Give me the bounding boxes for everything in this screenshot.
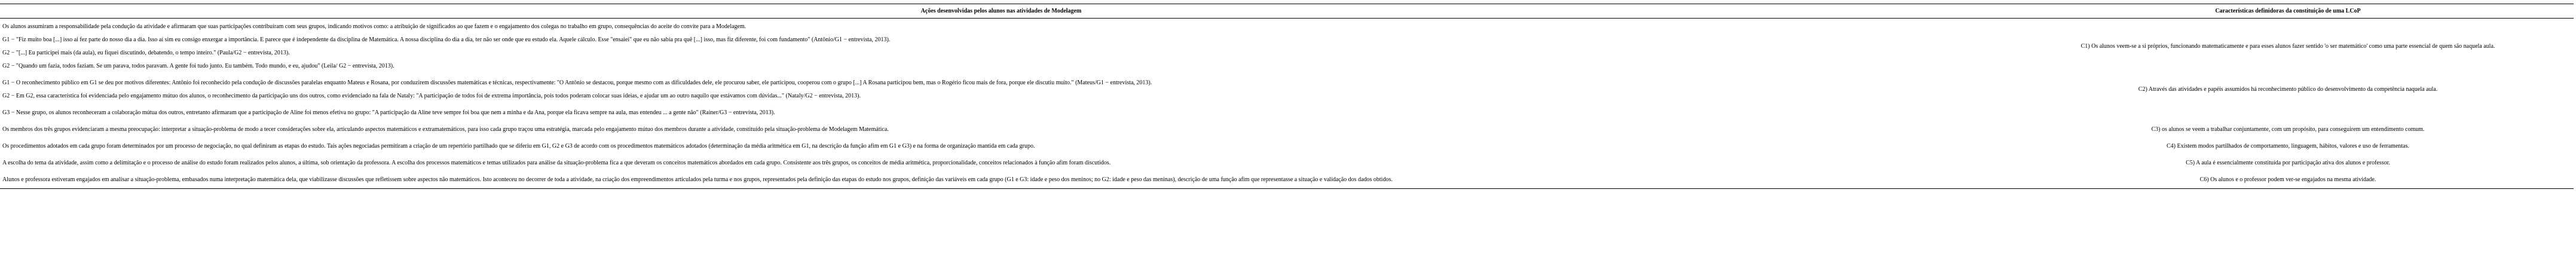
actions-cell	[0, 19, 2002, 75]
actions-line: A escolha do tema da atividade, assim como a delimitação e o processo de análise do estudo foram realizados pelos alunos, a última, sob orientação da professora. A escolha dos processos matemáticos e temas utilizados para análise da situação-problema fica a que deveram os conceitos matemáticos abordados em cada grupo. Consistente aos três grupos, os conceitos de média aritmética, proporcionalidade, conceitos relacionados à função afim foram discutidos.	[2, 160, 1111, 166]
characteristic-cell	[2002, 105, 2574, 121]
table-row	[0, 75, 2574, 105]
actions-line: Alunos e professora estiveram engajados em analisar a situação-problema, embasados numa interpretação matemática dela, que viabilizasse discussões que refletissem sobre aspectos não matemáticos. Isto aconteceu no decorrer de toda a atividade, na criação dos empreendimentos articulados pela turma e nos grupos, representados pela definição das etapas do estudo nos grupos, definição das variáveis em cada grupo (G1 e G3: idade e peso dos meninos; no G2: idade e peso das meninas), descrição de uma função afim que representasse a situação e validação dos dados obtidos.	[2, 176, 1393, 183]
characteristic-cell: C4) Existem modos partilhados de comportamento, linguagem, hábitos, valores e uso de ferramentas.	[2166, 143, 2409, 149]
header-lcop-characteristics: Características definidoras da constituição de uma LCoP	[2215, 8, 2361, 14]
header-row	[0, 4, 2574, 19]
actions-line: G2 − "[...] Eu participei mais (da aula), eu fiquei discutindo, debatendo, o tempo inteiro." (Paula/G2 − entrevista, 2013).	[2, 50, 290, 56]
characteristic-cell: C1) Os alunos veem-se a si próprios, funcionando matematicamente e para esses alunos fazer sentido 'o ser matemático' como uma parte essencial de quem são naquela aula.	[2081, 43, 2495, 50]
actions-line: G2 − "Quando um fazia, todos faziam. Se um parava, todos paravam. A gente foi tudo junto. Eu também. Todo mundo, e eu, ajudou" (Leila/ G2 − entrevista, 2013).	[2, 63, 394, 69]
results-table	[0, 4, 2574, 189]
table-body	[0, 19, 2574, 189]
actions-cell	[0, 75, 2002, 105]
actions-cell	[0, 155, 2002, 172]
table-row	[0, 19, 2574, 75]
actions-line: G1 − "Fiz muito boa [...] isso ai fez parte do nosso dia a dia. Isso aí sim eu consigo enxergar a importância. E parece que é independente da disciplina de Matemática. A nossa disciplina do dia a dia, ter não ser onde que eu estudo ela. Aquele cálculo. Esse "ensaiei" que eu não sabia pra quê [...] isso, mas fiz diferente, foi com fundamento" (Antônio/G1 − entrevista, 2013).	[2, 36, 891, 43]
actions-line: Os procedimentos adotados em cada grupo foram determinados por um processo de negociação, no qual definiram as etapas do estudo. Tais ações negociadas permitiram a criação de um repertório partilhado que se diferiu em G1, G2 e G3 de acordo com os procedimentos matemáticos adotados (determinação da média aritmética em G1, na descrição da função afim em G1 e G3) e na forma de organização mantida em cada grupo.	[2, 143, 1035, 149]
table-row	[0, 155, 2574, 172]
characteristic-cell: C5) A aula é essencialmente constituída por participação ativa dos alunos e professor.	[2186, 160, 2390, 166]
characteristic-cell: C2) Através das atividades e papéis assumidos há reconhecimento público do desenvolvimento da competência naquela aula.	[2138, 86, 2438, 93]
actions-cell	[0, 105, 2002, 121]
table-header	[0, 4, 2574, 19]
table-row	[0, 105, 2574, 121]
actions-line: Os membros dos três grupos evidenciaram a mesma preocupação: interpretar a situação-problema de modo a tecer considerações sobre ela, articulando aspectos matemáticos e extramatemáticos, para isso cada grupo traçou uma estratégia, marcada pelo engajamento mútuo dos membros durante a atividade, constituído pela situação-problema de Modelagem Matemática.	[2, 126, 889, 133]
actions-line: G2 − Em G2, essa característica foi evidenciada pelo engajamento mútuo dos alunos, o reconhecimento da participação uns dos outros, como evidenciado na fala de Nataly: "A participação de todos foi de extrema importância, pois todos poderam colocar suas ideias, e ajudar um ao outro naquilo que estávamos com dúvidas..." (Nataly/G2 − entrevista, 2013).	[2, 93, 861, 99]
results-table-container	[0, 4, 2574, 189]
actions-line: G1 − O reconhecimento público em G1 se deu por motivos diferentes: Antônio foi reconhecido pela condução de discussões paralelas enquanto Mateus e Rosana, por conduzirem discussões matemáticas e técnicas, respectivamente: "O Antônio se destacou, porque mesmo com as dificuldades dele, ele procurou saber, ele participou, cooperou com o grupo [...] A Rosana participou bem, mas o Rogério ficou mais de fora, porque ele discutiu muito." (Mateus/G1 − entrevista, 2013).	[2, 80, 1152, 86]
characteristic-cell: C3) os alunos se veem a trabalhar conjuntamente, com um propósito, para conseguirem um entendimento comum.	[2151, 126, 2425, 133]
actions-cell	[0, 138, 2002, 155]
actions-line: G3 − Nesse grupo, os alunos reconheceram a colaboração mútua dos outros, entretanto afirmaram que a participação de Aline foi menos efetiva no grupo: "A participação da Aline teve sempre foi boa que nem a minha e da Ana, porque ela ficava sempre na aula, mas entendeu ... a gente não" (Rainer/G3 − entrevista, 2013).	[2, 109, 775, 116]
actions-line: Os alunos assumiram a responsabilidade pela condução da atividade e afirmaram que suas participações contribuíram com seus grupos, indicando motivos como: a atribuição de significados ao que fazem e o engajamento dos colegas no trabalho em grupo, consequências do aceite do convite para a Modelagem.	[2, 23, 747, 30]
characteristic-cell: C6) Os alunos e o professor podem ver-se engajados na mesma atividade.	[2002, 172, 2574, 189]
header-student-actions: Ações desenvolvidas pelos alunos nas atividades de Modelagem	[920, 8, 1082, 14]
table-row	[0, 121, 2574, 138]
table-row	[0, 138, 2574, 155]
actions-cell	[0, 121, 2002, 138]
table-row	[0, 172, 2574, 189]
actions-cell	[0, 172, 2002, 189]
